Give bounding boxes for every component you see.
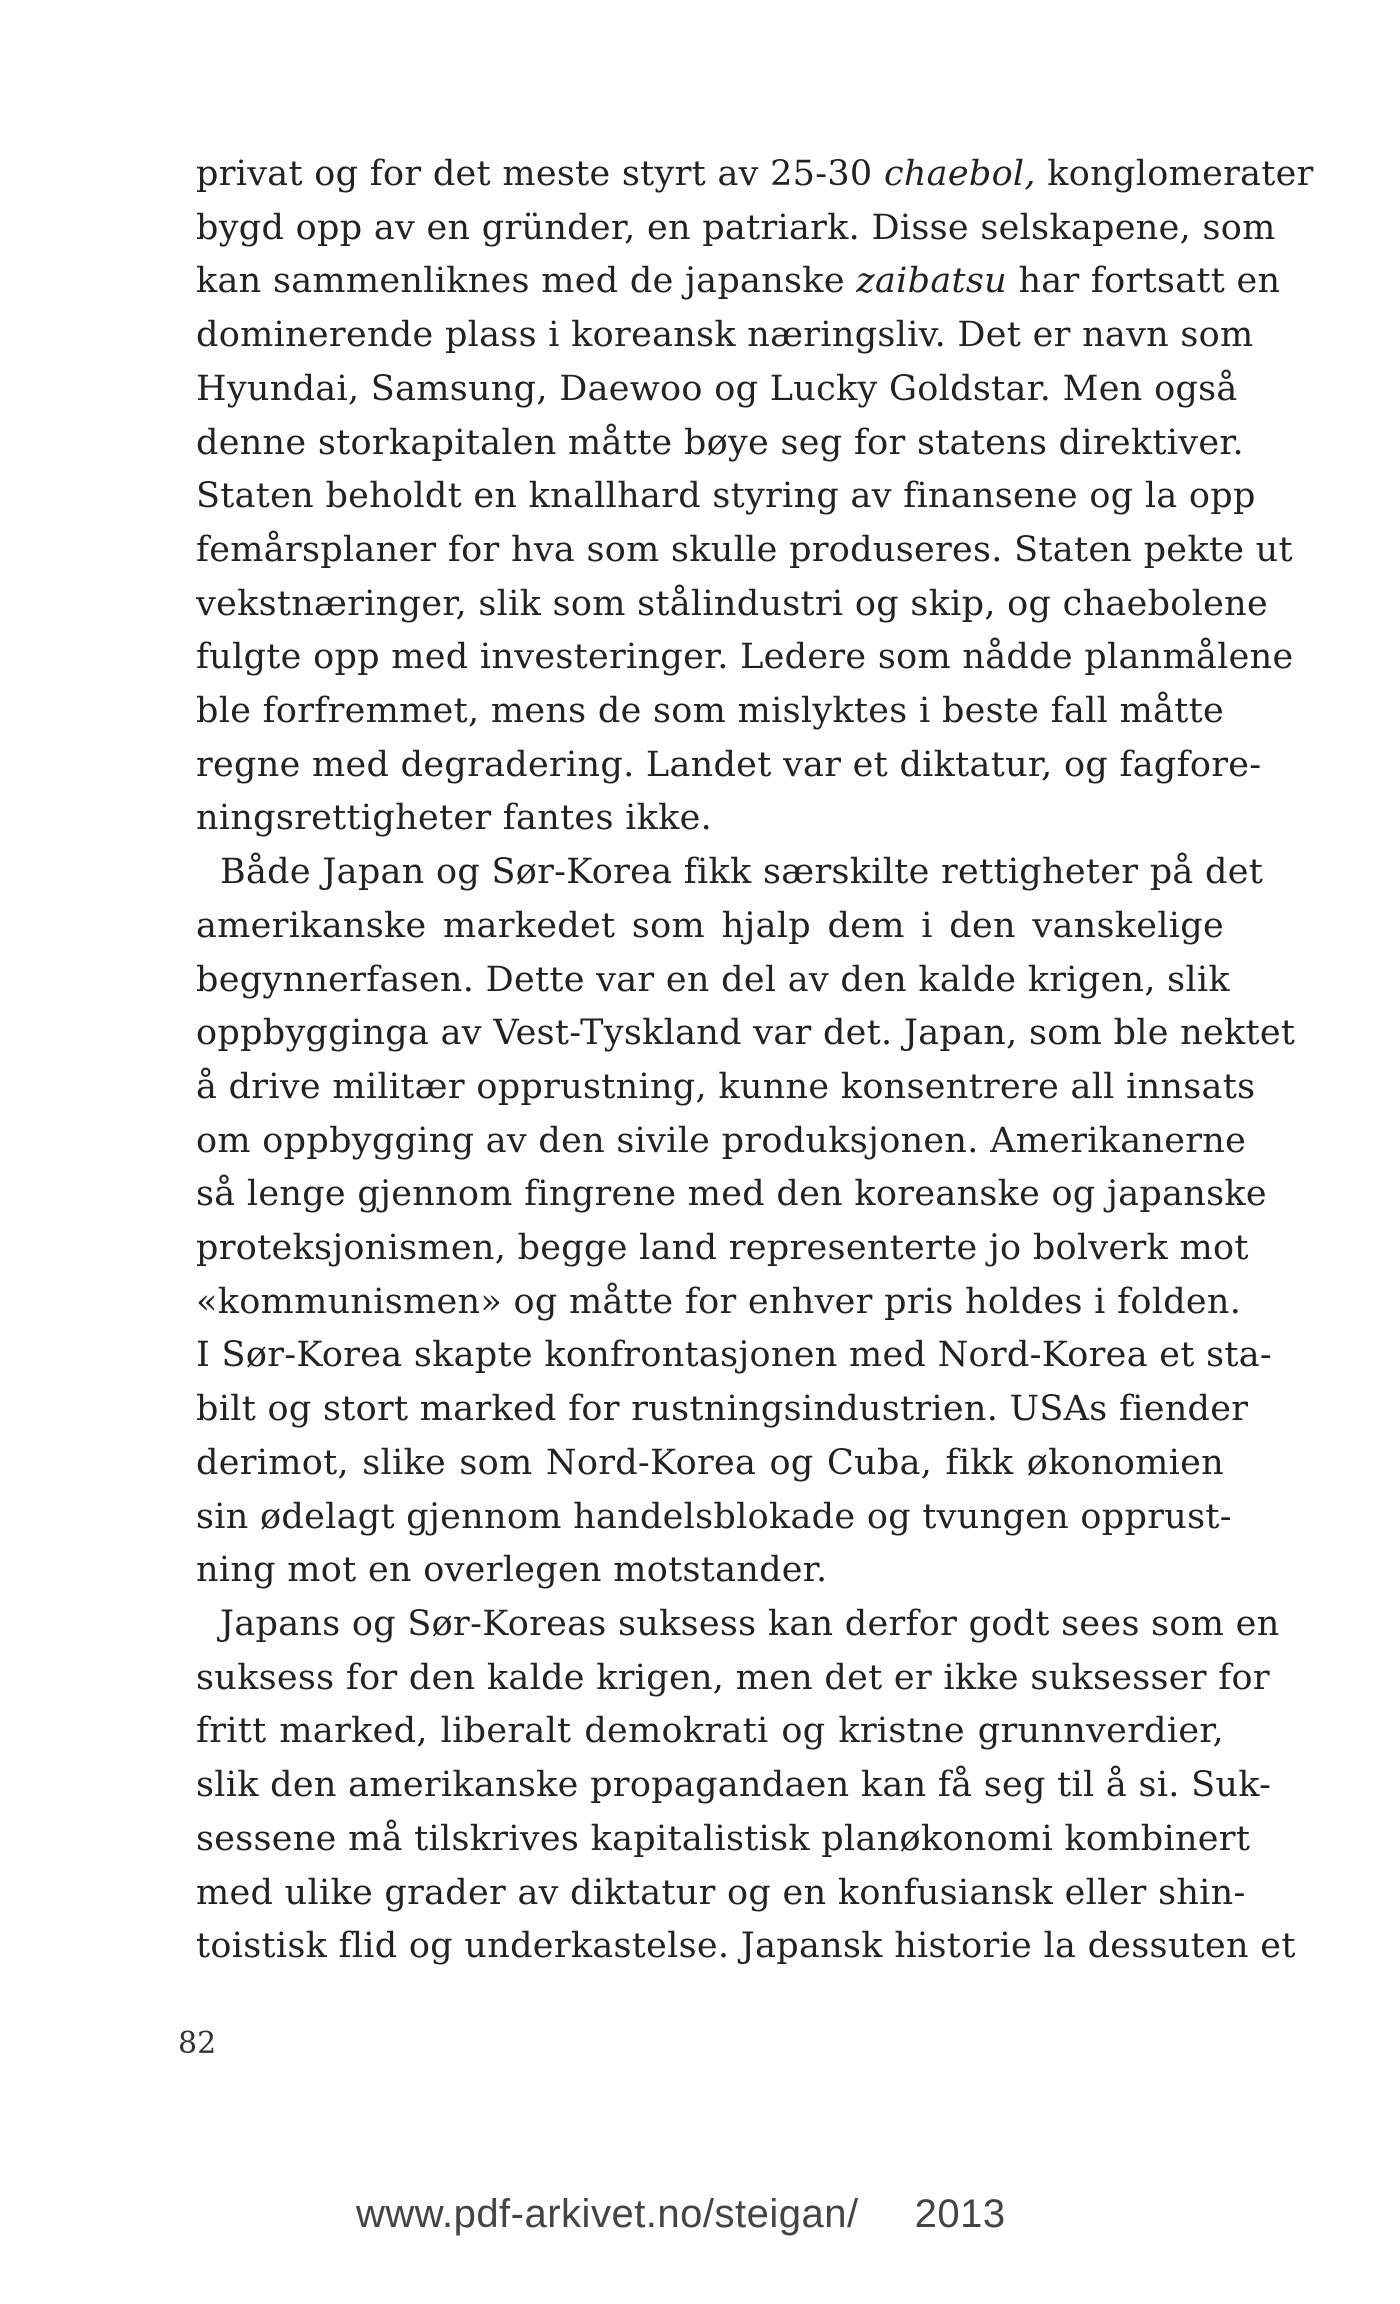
text-line: amerikanske markedet som hjalp dem i den vanskelige bbox=[196, 905, 1224, 946]
text-line: regne med degradering. Landet var et diktatur, og fagfore- bbox=[196, 744, 1262, 785]
text-line: slik den amerikanske propagandaen kan få seg til å si. Suk- bbox=[196, 1765, 1272, 1806]
paragraph-1 bbox=[196, 148, 1314, 846]
text-line: femårsplaner for hva som skulle produseres. Staten pekte ut bbox=[196, 529, 1293, 570]
text-line: Staten beholdt en knallhard styring av finansene og la opp bbox=[196, 476, 1256, 517]
text-line: vekstnæringer, slik som stålindustri og skip, og chaebolene bbox=[196, 583, 1269, 624]
text-line: ningsrettigheter fantes ikke. bbox=[196, 798, 713, 839]
text-line: dominerende plass i koreansk næringsliv. Det er navn som bbox=[196, 315, 1254, 356]
text-line: toistisk flid og underkastelse. Japansk historie la dessuten et bbox=[196, 1926, 1296, 1967]
text-line: proteksjonismen, begge land representerte jo bolverk mot bbox=[196, 1228, 1249, 1269]
text-line: så lenge gjennom fingrene med den koreanske og japanske bbox=[196, 1174, 1267, 1215]
text-line: privat og for det meste styrt av 25-30 chaebol, konglomerater bbox=[196, 154, 1314, 194]
text-line: bilt og stort marked for rustningsindustrien. USAs fiender bbox=[196, 1389, 1249, 1430]
text-line: sin ødelagt gjennom handelsblokade og tvungen opprust- bbox=[196, 1496, 1232, 1537]
paragraph-3 bbox=[196, 1598, 1296, 1974]
text-line: om oppbygging av den sivile produksjonen. Amerikanerne bbox=[196, 1120, 1247, 1161]
text-line: «kommunismen» og måtte for enhver pris holdes i folden. bbox=[196, 1281, 1242, 1322]
text-line: ning mot en overlegen motstander. bbox=[196, 1550, 828, 1591]
text-line: oppbygginga av Vest-Tyskland var det. Japan, som ble nektet bbox=[196, 1013, 1296, 1054]
text-line: Både Japan og Sør-Korea fikk særskilte rettigheter på det bbox=[220, 852, 1264, 893]
body-text bbox=[196, 148, 1314, 1974]
text-line: sessene må tilskrives kapitalistisk planøkonomi kombinert bbox=[196, 1818, 1251, 1859]
text-line: denne storkapitalen måtte bøye seg for statens direktiver. bbox=[196, 422, 1244, 463]
footer bbox=[356, 2192, 1006, 2237]
page-number: 82 bbox=[178, 2026, 217, 2061]
text-line: derimot, slike som Nord-Korea og Cuba, fikk økonomien bbox=[196, 1442, 1224, 1483]
text-line: ble forfremmet, mens de som mislyktes i beste fall måtte bbox=[196, 691, 1224, 732]
paragraph-2 bbox=[196, 846, 1296, 1598]
text-line: å drive militær opprustning, kunne konsentrere all innsats bbox=[196, 1066, 1256, 1107]
text-line: bygd opp av en gründer, en patriark. Disse selskapene, som bbox=[196, 207, 1276, 248]
text-line: med ulike grader av diktatur og en konfusiansk eller shin- bbox=[196, 1872, 1246, 1913]
footer-year: 2013 bbox=[914, 2192, 1006, 2236]
text-line: I Sør-Korea skapte konfrontasjonen med Nord-Korea et sta- bbox=[196, 1335, 1273, 1376]
text-line: kan sammenliknes med de japanske zaibatsu har fortsatt en bbox=[196, 261, 1281, 302]
text-line: suksess for den kalde krigen, men det er ikke suksesser for bbox=[196, 1657, 1270, 1698]
text-line: Hyundai, Samsung, Daewoo og Lucky Goldstar. Men også bbox=[196, 368, 1238, 409]
text-line: fulgte opp med investeringer. Ledere som nådde planmålene bbox=[196, 637, 1294, 678]
text-line: fritt marked, liberalt demokrati og kristne grunnverdier, bbox=[196, 1711, 1224, 1752]
footer-url: www.pdf-arkivet.no/steigan/ bbox=[356, 2192, 859, 2236]
text-line: Japans og Sør-Koreas suksess kan derfor godt sees som en bbox=[220, 1603, 1280, 1644]
text-line: begynnerfasen. Dette var en del av den kalde krigen, slik bbox=[196, 959, 1230, 1000]
